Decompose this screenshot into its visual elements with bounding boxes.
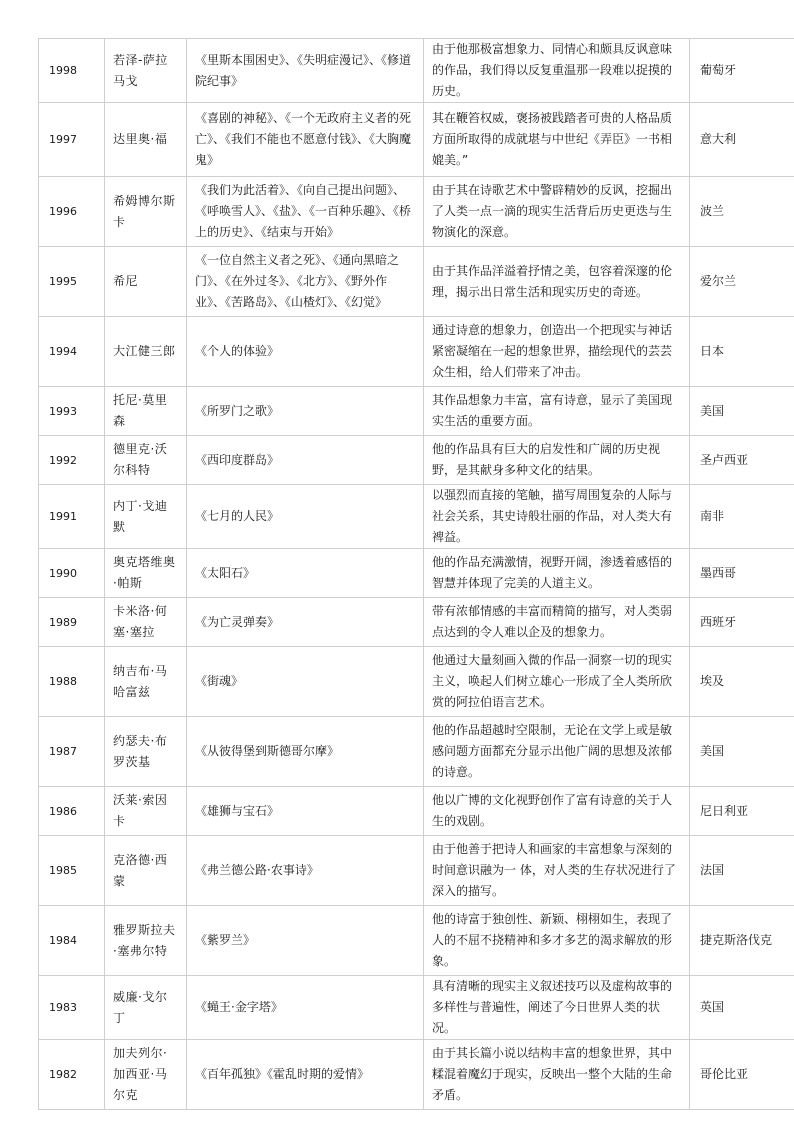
citation-cell: 他以广博的文化视野创作了富有诗意的关于人生的戏剧。 (424, 787, 690, 836)
author-name-cell: 希尼 (105, 247, 187, 317)
citation-cell: 由于其长篇小说以结构丰富的想象世界，其中糅混着魔幻于现实，反映出一整个大陆的生命矛盾。 (424, 1040, 690, 1110)
table-row (39, 647, 794, 717)
year-cell: 1984 (39, 906, 105, 976)
citation-cell: 他的作品具有巨大的启发性和广阔的历史视野，是其献身多种文化的结果。 (424, 436, 690, 485)
works-cell: 《太阳石》 (187, 549, 424, 598)
works-cell: 《我们为此活着》、《向自己提出问题》、《呼唤雪人》、《盐》、《一百种乐趣》、《桥上的历史》、《结束与开始》 (187, 177, 424, 247)
citation-cell: 通过诗意的想象力，创造出一个把现实与神话紧密凝缩在一起的想象世界，描绘现代的芸芸众生相，给人们带来了冲击。 (424, 317, 690, 387)
citation-cell: 具有清晰的现实主义叙述技巧以及虚构故事的多样性与普遍性，阐述了今日世界人类的状况。 (424, 976, 690, 1040)
table-row (39, 247, 794, 317)
table-row (39, 39, 794, 103)
year-cell: 1998 (39, 39, 105, 103)
works-cell: 《弗兰德公路·农事诗》 (187, 836, 424, 906)
author-name-cell: 奥克塔维奥·帕斯 (105, 549, 187, 598)
works-cell: 《雄狮与宝石》 (187, 787, 424, 836)
author-name-cell: 约瑟夫·布罗茨基 (105, 717, 187, 787)
table-row (39, 717, 794, 787)
country-cell: 南非 (690, 485, 794, 549)
country-cell: 爱尔兰 (690, 247, 794, 317)
country-cell: 墨西哥 (690, 549, 794, 598)
author-name-cell: 雅罗斯拉夫·塞弗尔特 (105, 906, 187, 976)
author-name-cell: 若泽-萨拉马戈 (105, 39, 187, 103)
author-name-cell: 威廉·戈尔丁 (105, 976, 187, 1040)
author-name-cell: 克洛德·西蒙 (105, 836, 187, 906)
country-cell: 葡萄牙 (690, 39, 794, 103)
works-cell: 《个人的体验》 (187, 317, 424, 387)
author-name-cell: 德里克·沃尔科特 (105, 436, 187, 485)
author-name-cell: 希姆博尔斯卡 (105, 177, 187, 247)
works-cell: 《喜剧的神秘》、《一个无政府主义者的死亡》、《我们不能也不愿意付钱》、《大胸魔鬼》 (187, 103, 424, 177)
citation-cell: 由于其作品洋溢着抒情之美，包容着深邃的伦理，揭示出日常生活和现实历史的奇迹。 (424, 247, 690, 317)
works-cell: 《百年孤独》《霍乱时期的爱情》 (187, 1040, 424, 1110)
year-cell: 1990 (39, 549, 105, 598)
year-cell: 1991 (39, 485, 105, 549)
works-cell: 《七月的人民》 (187, 485, 424, 549)
country-cell: 捷克斯洛伐克 (690, 906, 794, 976)
citation-cell: 带有浓郁情感的丰富而精简的描写，对人类弱点达到的令人难以企及的想象力。 (424, 598, 690, 647)
author-name-cell: 卡米洛·何塞·塞拉 (105, 598, 187, 647)
country-cell: 美国 (690, 387, 794, 436)
works-cell: 《从彼得堡到斯德哥尔摩》 (187, 717, 424, 787)
year-cell: 1997 (39, 103, 105, 177)
country-cell: 波兰 (690, 177, 794, 247)
table-body (39, 39, 794, 1110)
year-cell: 1996 (39, 177, 105, 247)
year-cell: 1994 (39, 317, 105, 387)
country-cell: 美国 (690, 717, 794, 787)
table-row (39, 103, 794, 177)
author-name-cell: 达里奥·福 (105, 103, 187, 177)
citation-cell: 他的作品充满激情，视野开阔，渗透着感悟的智慧并体现了完美的人道主义。 (424, 549, 690, 598)
year-cell: 1986 (39, 787, 105, 836)
year-cell: 1987 (39, 717, 105, 787)
works-cell: 《为亡灵弹奏》 (187, 598, 424, 647)
year-cell: 1983 (39, 976, 105, 1040)
works-cell: 《所罗门之歌》 (187, 387, 424, 436)
year-cell: 1985 (39, 836, 105, 906)
citation-cell: 由于其在诗歌艺术中警辟精妙的反讽，挖掘出了人类一点一滴的现实生活背后历史更迭与生物演化的深意。 (424, 177, 690, 247)
country-cell: 埃及 (690, 647, 794, 717)
citation-cell: 其作品想象力丰富，富有诗意，显示了美国现实生活的重要方面。 (424, 387, 690, 436)
works-cell: 《一位自然主义者之死》、《通向黑暗之门》、《在外过冬》、《北方》、《野外作业》、《苦路岛》、《山楂灯》、《幻觉》 (187, 247, 424, 317)
year-cell: 1988 (39, 647, 105, 717)
citation-cell: 他通过大量刻画入微的作品一洞察一切的现实主义，唤起人们树立雄心一形成了全人类所欣赏的阿拉伯语言艺术。 (424, 647, 690, 717)
laureates-table (38, 38, 794, 1110)
citation-cell: 由于他那极富想象力、同情心和颇具反讽意味的作品，我们得以反复重温那一段难以捉摸的历史。 (424, 39, 690, 103)
author-name-cell: 托尼·莫里森 (105, 387, 187, 436)
year-cell: 1993 (39, 387, 105, 436)
works-cell: 《里斯本围困史》、《失明症漫记》、《修道院纪事》 (187, 39, 424, 103)
table-row (39, 598, 794, 647)
table-row (39, 485, 794, 549)
year-cell: 1995 (39, 247, 105, 317)
country-cell: 意大利 (690, 103, 794, 177)
works-cell: 《蝇王·金字塔》 (187, 976, 424, 1040)
country-cell: 圣卢西亚 (690, 436, 794, 485)
table-row (39, 976, 794, 1040)
author-name-cell: 加夫列尔· 加西亚·马尔克 (105, 1040, 187, 1110)
year-cell: 1982 (39, 1040, 105, 1110)
table-row (39, 436, 794, 485)
author-name-cell: 纳吉布·马哈富兹 (105, 647, 187, 717)
author-name-cell: 大江健三郎 (105, 317, 187, 387)
year-cell: 1989 (39, 598, 105, 647)
country-cell: 英国 (690, 976, 794, 1040)
citation-cell: 以强烈而直接的笔触，描写周围复杂的人际与社会关系，其史诗般壮丽的作品，对人类大有裨益。 (424, 485, 690, 549)
country-cell: 哥伦比亚 (690, 1040, 794, 1110)
country-cell: 西班牙 (690, 598, 794, 647)
works-cell: 《街魂》 (187, 647, 424, 717)
country-cell: 尼日利亚 (690, 787, 794, 836)
table-row (39, 836, 794, 906)
year-cell: 1992 (39, 436, 105, 485)
table-row (39, 549, 794, 598)
works-cell: 《西印度群岛》 (187, 436, 424, 485)
citation-cell: 由于他善于把诗人和画家的丰富想象与深刻的时间意识融为一 体，对人类的生存状况进行了深入的描写。 (424, 836, 690, 906)
table-row (39, 1040, 794, 1110)
author-name-cell: 内丁·戈迪默 (105, 485, 187, 549)
country-cell: 日本 (690, 317, 794, 387)
citation-cell: 他的诗富于独创性、新颖、栩栩如生，表现了人的不屈不挠精神和多才多艺的渴求解放的形象。 (424, 906, 690, 976)
table-row (39, 317, 794, 387)
author-name-cell: 沃莱·索因卡 (105, 787, 187, 836)
citation-cell: 他的作品超越时空限制，无论在文学上或是敏感问题方面都充分显示出他广阔的思想及浓郁的诗意。 (424, 717, 690, 787)
table-row (39, 177, 794, 247)
table-row (39, 387, 794, 436)
works-cell: 《紫罗兰》 (187, 906, 424, 976)
country-cell: 法国 (690, 836, 794, 906)
table-row (39, 787, 794, 836)
table-row (39, 906, 794, 976)
citation-cell: 其在鞭笞权威，褒扬被践踏者可贵的人格品质方面所取得的成就堪与中世纪《弄臣》一书相媲美。” (424, 103, 690, 177)
